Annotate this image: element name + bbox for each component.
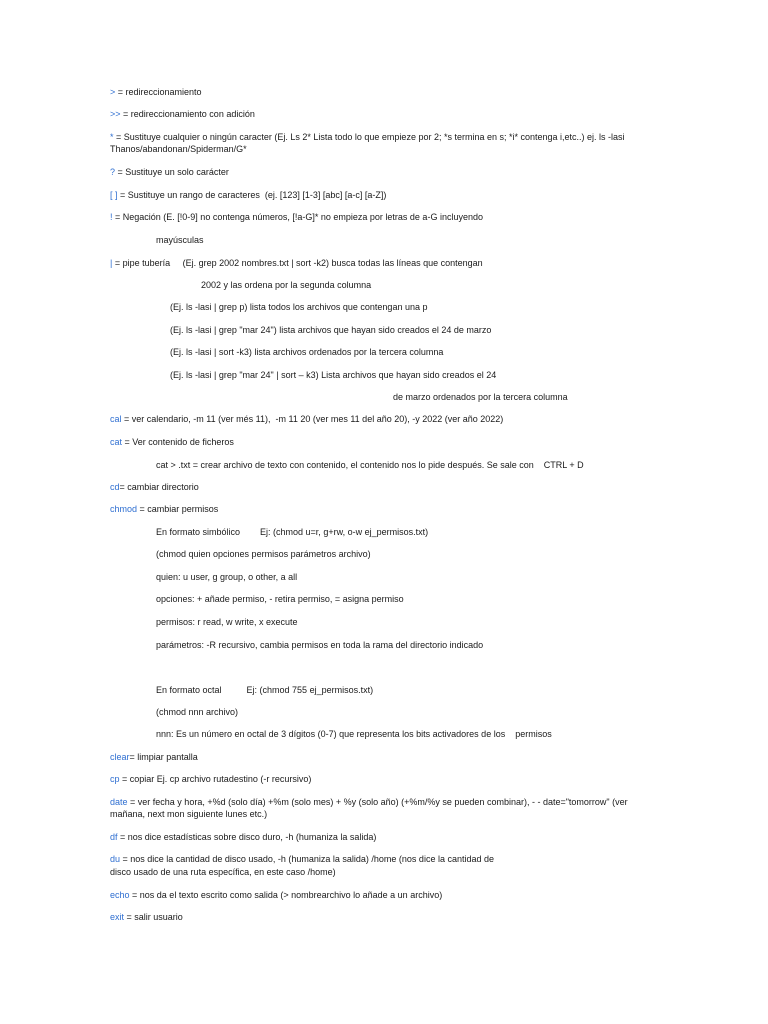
keyword: |: [110, 258, 113, 268]
description: = Sustituye un rango de caracteres (ej. [123] [1-3] [abc] [a-c] [a-Z]): [117, 190, 387, 200]
du-continuation: disco usado de una ruta específica, en este caso /home): [110, 867, 336, 877]
chmod-who: quien: u user, g group, o other, a all: [156, 572, 298, 582]
keyword: *: [110, 132, 114, 142]
keyword: du: [110, 854, 121, 864]
entry-echo: [110, 889, 442, 901]
pipe-example-4: (Ej. ls -lasi | grep "mar 24" | sort – k3) Lista archivos que hayan sido creados el 24: [170, 370, 497, 380]
keyword: [ ]: [110, 190, 118, 200]
entry-date: [110, 796, 658, 820]
entry-question: [110, 166, 229, 178]
keyword: cd: [110, 482, 120, 492]
chmod-octal: En formato octal Ej: (chmod 755 ej_permisos.txt): [156, 685, 374, 695]
entry-asterisk: [110, 131, 658, 155]
keyword: date: [110, 797, 128, 807]
description: = salir usuario: [124, 912, 183, 922]
keyword: exit: [110, 912, 125, 922]
entry-redirect: [110, 86, 202, 98]
entry-pipe: [110, 257, 483, 269]
keyword: ?: [110, 167, 116, 177]
keyword: chmod: [110, 504, 138, 514]
chmod-permissions: permisos: r read, w write, x execute: [156, 617, 298, 627]
entry-negation: [110, 211, 483, 223]
description: = Sustituye cualquier o ningún caracter (Ej. Ls 2* Lista todo lo que empieze por 2; *s termina en s; *i* contenga i,etc..) ej. ls -lasi Thanos/abandonan/Spiderman/G*: [110, 132, 625, 154]
description: = nos da el texto escrito como salida (> nombrearchivo lo añade a un archivo): [129, 890, 443, 900]
entry-chmod: [110, 503, 218, 515]
keyword: cat: [110, 437, 123, 447]
description: = limpiar pantalla: [129, 752, 198, 762]
pipe-example-1: (Ej. ls -lasi | grep p) lista todos los archivos que contengan una p: [170, 302, 428, 312]
keyword: !: [110, 212, 113, 222]
description: = Sustituye un solo carácter: [115, 167, 229, 177]
chmod-parameters: parámetros: -R recursivo, cambia permisos en toda la rama del directorio indicado: [156, 640, 484, 650]
description: = cambiar permisos: [137, 504, 219, 514]
entry-clear: [110, 751, 198, 763]
entry-df: [110, 831, 376, 843]
keyword: cp: [110, 774, 120, 784]
keyword: clear: [110, 752, 130, 762]
keyword: echo: [110, 890, 130, 900]
description: = cambiar directorio: [119, 482, 199, 492]
description: = ver calendario, -m 11 (ver més 11), -m 11 20 (ver mes 11 del año 20), -y 2022 (ver año 2022): [121, 414, 504, 424]
entry-exit: [110, 911, 183, 923]
entry-cp: [110, 773, 311, 785]
entry-cd: [110, 481, 199, 493]
description: = Ver contenido de ficheros: [122, 437, 234, 447]
keyword: df: [110, 832, 118, 842]
description: = ver fecha y hora, +%d (solo día) +%m (solo mes) + %y (solo año) (+%m/%y se pueden combinar), - - date="tomorrow" (ver mañana, next mon siguiente lunes etc.): [110, 797, 628, 819]
chmod-octal-syntax: (chmod nnn archivo): [156, 707, 239, 717]
keyword: >: [110, 87, 116, 97]
keyword: >>: [110, 109, 121, 119]
description: = copiar Ej. cp archivo rutadestino (-r recursivo): [119, 774, 312, 784]
entry-redirect-append: [110, 108, 255, 120]
cat-create-example: cat > .txt = crear archivo de texto con contenido, el contenido nos lo pide después. Se sale con CTRL + D: [156, 460, 584, 470]
chmod-nnn: nnn: Es un número en octal de 3 dígitos (0-7) que representa los bits activadores de los permisos: [156, 729, 552, 739]
chmod-symbolic: En formato simbólico Ej: (chmod u=r, g+rw, o-w ej_permisos.txt): [156, 527, 429, 537]
pipe-example-4-continuation: de marzo ordenados por la tercera columna: [393, 392, 568, 402]
entry-brackets: [110, 189, 386, 201]
description: = nos dice estadísticas sobre disco duro, -h (humaniza la salida): [117, 832, 377, 842]
entry-cat: [110, 436, 234, 448]
chmod-options: opciones: + añade permiso, - retira permiso, = asigna permiso: [156, 594, 404, 604]
description: = redireccionamiento con adición: [120, 109, 255, 119]
description: = Negación (E. [!0-9] no contenga números, [!a-G]* no empieza por letras de a-G incluyendo: [112, 212, 483, 222]
description: = redireccionamiento: [115, 87, 202, 97]
pipe-example-3: (Ej. ls -lasi | sort -k3) lista archivos ordenados por la tercera columna: [170, 347, 444, 357]
description: = nos dice la cantidad de disco usado, -h (humaniza la salida) /home (nos dice la cantidad de: [120, 854, 494, 864]
negation-continuation: mayúsculas: [156, 235, 204, 245]
chmod-symbolic-syntax: (chmod quien opciones permisos parámetros archivo): [156, 549, 371, 559]
entry-du: [110, 853, 494, 865]
keyword: cal: [110, 414, 122, 424]
entry-cal: [110, 413, 503, 425]
pipe-continuation: 2002 y las ordena por la segunda columna: [201, 280, 372, 290]
description: = pipe tubería (Ej. grep 2002 nombres.txt | sort -k2) busca todas las líneas que contengan: [112, 258, 483, 268]
pipe-example-2: (Ej. ls -lasi | grep "mar 24") lista archivos que hayan sido creados el 24 de marzo: [170, 325, 492, 335]
